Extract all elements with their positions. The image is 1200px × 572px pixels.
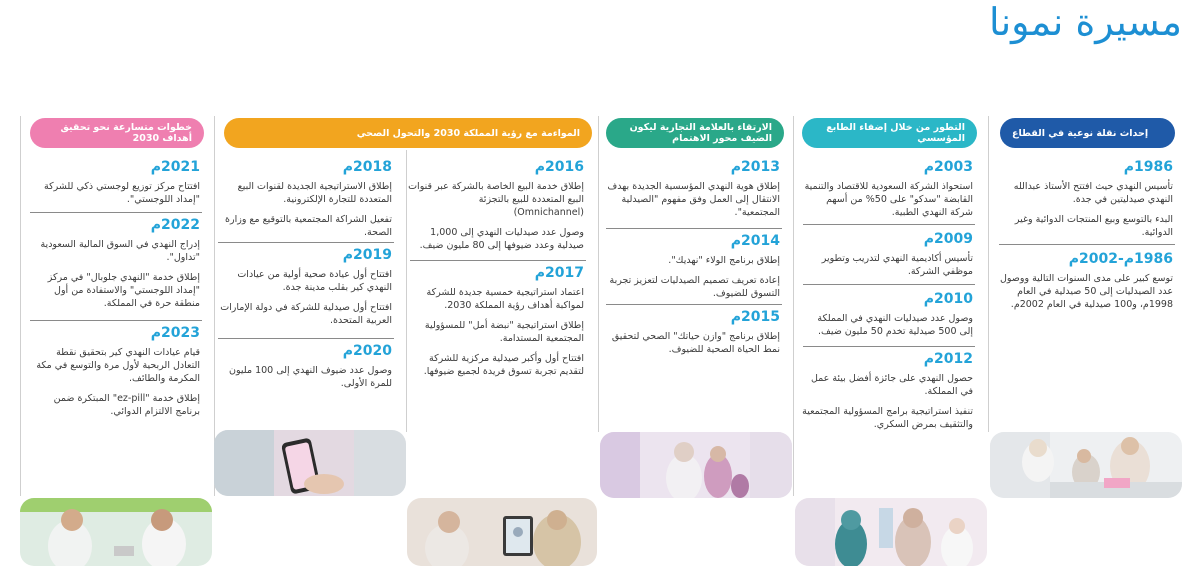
entry-text: افتتاح مركز توزيع لوجستي ذكي للشركة "إمداد اللوجستي". (44, 181, 200, 205)
entry-divider (606, 304, 782, 305)
entry-text: إطلاق استراتيجية "نبضة أمل" للمسؤولية المجتمعية المستدامة. (424, 320, 584, 344)
timeline-entry (801, 230, 973, 285)
entry-year: 2009م (923, 231, 973, 247)
entry-year: 1986م-2002م (1068, 251, 1173, 267)
entry-year: 2021م (150, 159, 200, 175)
timeline-entry (28, 324, 200, 425)
timeline-entry (606, 308, 780, 363)
entry-divider (606, 228, 782, 229)
entry-divider (999, 244, 1175, 245)
entry-year: 2023م (150, 325, 200, 341)
entry-divider (410, 260, 586, 261)
entry-text: إطلاق الاستراتيجية الجديدة لقنوات البيع المتعددة للتجارة الإلكترونية. (237, 181, 392, 205)
entry-divider (218, 338, 394, 339)
column-rule (988, 116, 989, 432)
column-header-2: التطور من خلال إضفاء الطابع المؤسسي (802, 118, 977, 148)
entry-divider (30, 212, 202, 213)
entry-divider (30, 320, 202, 321)
entry-text: وصول عدد ضيوف النهدي إلى 100 مليون للمرة الأولى. (229, 365, 392, 389)
column-rule (598, 116, 599, 432)
entry-text: تأسيس النهدي حيث افتتح الأستاذ عبدالله النهدي صيدليتين في جدة. (1013, 181, 1173, 205)
column-rule (406, 150, 407, 432)
entry-divider (803, 346, 975, 347)
entry-text: حصول النهدي على جائزة أفضل بيئة عمل في المملكة. (810, 373, 973, 397)
entry-year: 2003م (923, 159, 973, 175)
entry-text: إطلاق خدمة "ez-pill" المبتكرة ضمن برنامج الالتزام الدوائي. (53, 393, 200, 417)
entry-year: 2014م (730, 233, 780, 249)
pharmacist-customers-photo (795, 498, 987, 566)
entry-text: افتتاح أول صيدلية للشركة في دولة الإمارات العربية المتحدة. (220, 302, 392, 326)
timeline-entry (216, 158, 392, 246)
entry-year: 2010م (923, 291, 973, 307)
entry-year: 2019م (342, 247, 392, 263)
entry-year: 2018م (342, 159, 392, 175)
timeline-entry (801, 290, 973, 345)
timeline-entry (216, 246, 392, 334)
column-rule (20, 116, 21, 496)
timeline-entry (408, 264, 584, 385)
entry-year: 2015م (730, 309, 780, 325)
entry-year: 2016م (534, 159, 584, 175)
column-rule (793, 116, 794, 496)
entry-text: افتتاح أول عيادة صحية أولية من عيادات النهدي كير بقلب مدينة جدة. (237, 269, 392, 293)
entry-year: 2013م (730, 159, 780, 175)
timeline-entry (801, 158, 973, 226)
timeline-entry (606, 158, 780, 226)
entry-text: افتتاح أول وأكبر صيدلية مركزية للشركة لتقديم تجربة تسوق فريدة لجميع ضيوفها. (423, 353, 584, 377)
timeline-entry (801, 350, 973, 438)
entry-divider (218, 242, 394, 243)
entry-year: 2022م (150, 217, 200, 233)
entry-text: توسع كبير على مدى السنوات التالية ووصول عدد الصيدليات إلى 50 صيدلية في العام 1998م، و100 صيدلية في العام 2002م. (1000, 273, 1173, 310)
column-header-4: المواءمة مع رؤية المملكة 2030 والتحول الصحي (224, 118, 592, 148)
entry-text: تفعيل الشراكة المجتمعية بالتوقيع مع وزارة الصحة. (225, 214, 392, 238)
family-photo (990, 432, 1182, 498)
entry-text: إطلاق خدمة "النهدي جلوبال" في مركز "إمداد اللوجستي" والاستفادة من أول منطقة حرة في المملكة. (47, 272, 200, 309)
timeline-entry (28, 158, 200, 213)
entry-text: إطلاق برنامج "وازن حياتك" الصحي لتحقيق نمط الحياة الصحية للضيوف. (611, 331, 780, 355)
timeline-entry (606, 232, 780, 307)
timeline-entry (216, 342, 392, 397)
timeline-entry (28, 216, 200, 317)
entry-divider (803, 284, 975, 285)
entry-year: 2017م (534, 265, 584, 281)
entry-text: وصول عدد صيدليات النهدي إلى 1,000 صيدلية وعدد ضيوفها إلى 80 مليون ضيف. (419, 227, 584, 251)
column-header-5: خطوات متسارعة نحو تحقيق أهداف 2030 (30, 118, 204, 148)
entry-year: 2012م (923, 351, 973, 367)
column-header-1: إحداث نقلة نوعية في القطاع (1000, 118, 1175, 148)
column-header-3: الارتقاء بالعلامة التجارية ليكون الضيف محور الاهتمام (606, 118, 784, 148)
entry-text: إطلاق برنامج الولاء "نهديك". (668, 255, 780, 266)
entry-text: استحواذ الشركة السعودية للاقتصاد والتنمية القابضة "سدكو" على 50% من أسهم شركة النهدي الطبية. (804, 181, 973, 218)
mobile-app-photo (214, 430, 406, 496)
entry-year: 1986م (1123, 159, 1173, 175)
timeline-entry (408, 158, 584, 259)
clinic-consultation-photo (20, 498, 212, 566)
entry-text: اعتماد استراتيجية خمسية جديدة للشركة لمواكبة أهداف رؤية المملكة 2030. (426, 287, 584, 311)
timeline-entry (995, 158, 1173, 246)
entry-text: تأسيس أكاديمية النهدي لتدريب وتطوير موظفي الشركة. (821, 253, 973, 277)
entry-divider (803, 224, 975, 225)
entry-year: 2020م (342, 343, 392, 359)
entry-text: قيام عيادات النهدي كير بتحقيق نقطة التعادل الربحية لأول مرة والتوسع في مكة المكرمة والطائف. (36, 347, 200, 384)
pharmacy-store-photo (600, 432, 792, 498)
entry-text: تنفيذ استراتيجية برامج المسؤولية المجتمعية والتثقيف بمرض السكري. (802, 406, 973, 430)
entry-text: إدراج النهدي في السوق المالية السعودية "تداول". (40, 239, 200, 263)
entry-text: إعادة تعريف تصميم الصيدليات لتعزيز تجربة التسوق للضيوف. (609, 275, 780, 299)
page-title: مسيرة نمونا (988, 0, 1182, 44)
timeline-entry (995, 250, 1173, 318)
entry-text: إطلاق خدمة البيع الخاصة بالشركة عبر قنوات البيع المتعددة للبيع بالتجزئة (Omnichannel) (408, 181, 584, 218)
entry-text: إطلاق هوية النهدي المؤسسية الجديدة بهدف الانتقال إلى العمل وفق مفهوم "الصيدلية المجتمعية". (607, 181, 780, 218)
telemedicine-photo (407, 498, 597, 566)
entry-text: البدء بالتوسع وبيع المنتجات الدوائية وغير الدوائية. (1014, 214, 1173, 238)
entry-text: وصول عدد صيدليات النهدي في المملكة إلى 500 صيدلية تخدم 50 مليون ضيف. (817, 313, 973, 337)
